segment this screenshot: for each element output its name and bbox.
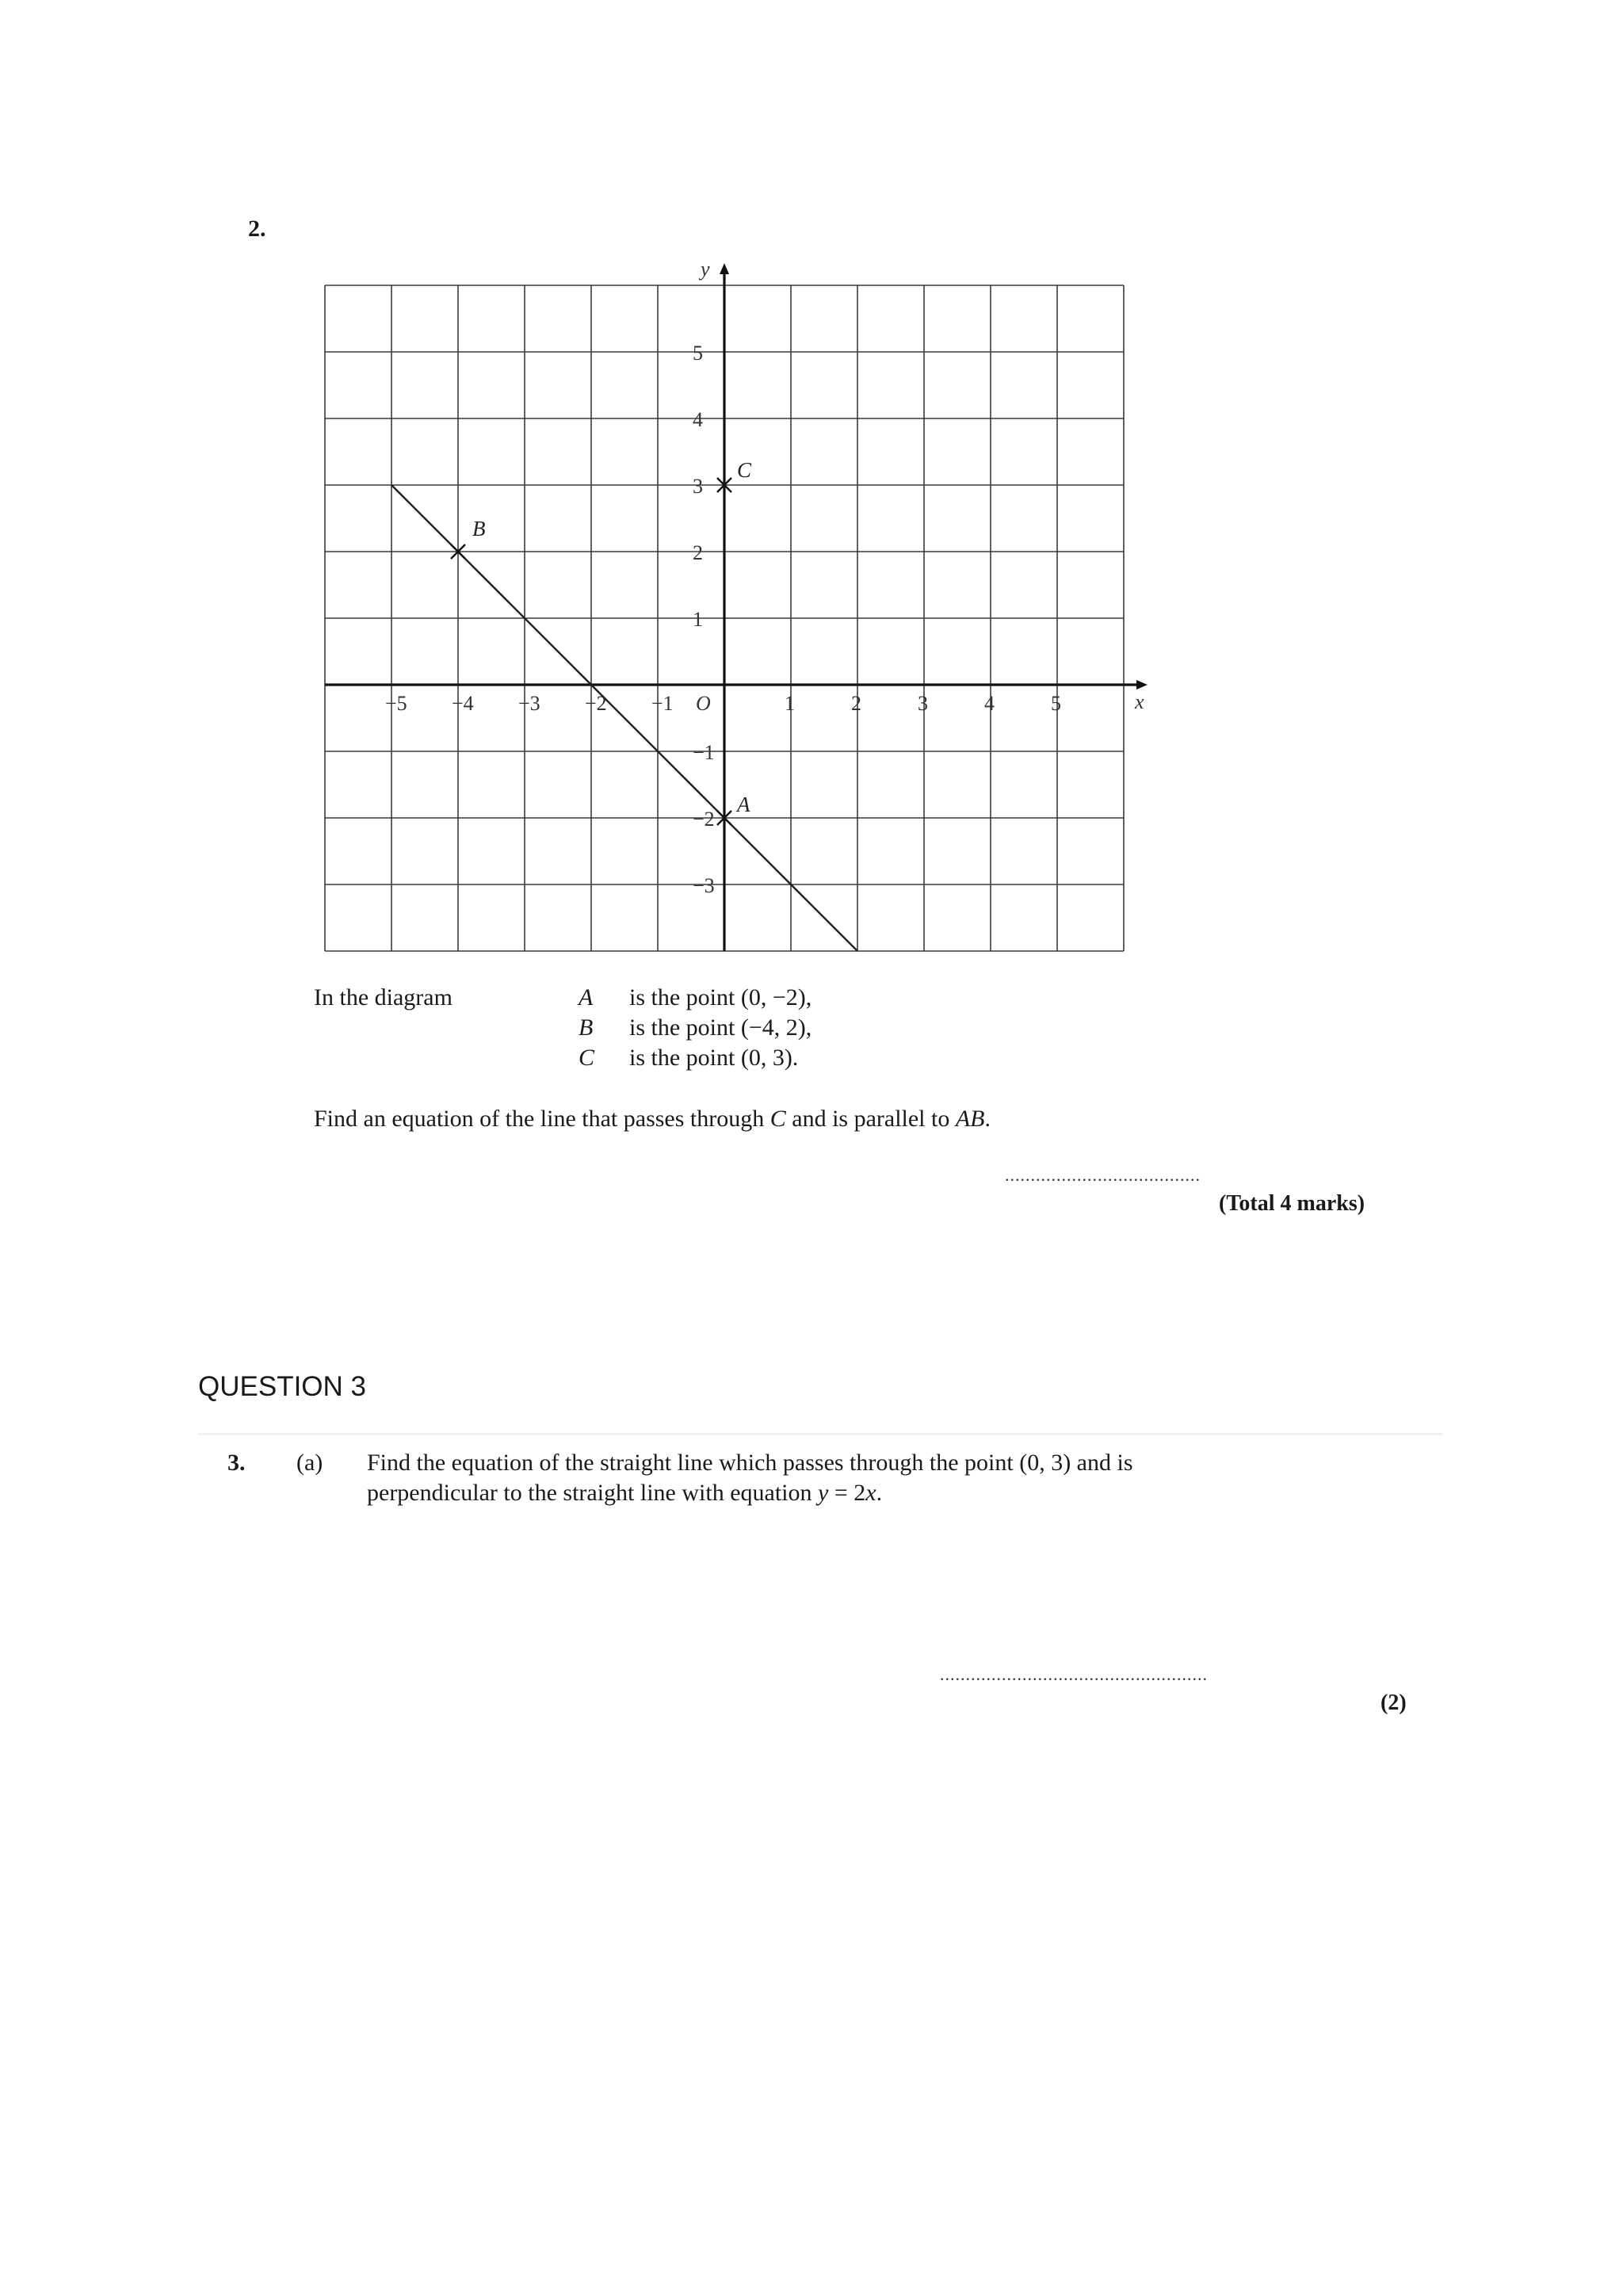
divider <box>198 1433 1442 1435</box>
y-tick-label: −3 <box>693 874 715 897</box>
origin-label: O <box>696 692 711 715</box>
section-heading: QUESTION 3 <box>198 1371 366 1402</box>
question-line-2: perpendicular to the straight line with equation y = 2x. <box>367 1480 883 1506</box>
def-letter-a: A <box>579 984 594 1010</box>
question-number: 3. <box>227 1450 246 1476</box>
x-axis-label: x <box>1135 690 1144 713</box>
def-letter-b: B <box>579 1014 594 1041</box>
x-tick-label: −5 <box>385 692 407 715</box>
x-tick-label: 5 <box>1051 692 1061 715</box>
point-b-label: B <box>472 517 486 541</box>
x-tick-label: 4 <box>984 692 995 715</box>
coordinate-grid-chart <box>301 250 1157 955</box>
y-tick-label: 3 <box>693 475 703 498</box>
marks: (2) <box>1381 1690 1407 1715</box>
x-tick-label: −1 <box>651 692 674 715</box>
diagram-intro: In the diagram <box>314 984 453 1010</box>
x-tick-label: −3 <box>518 692 540 715</box>
y-tick-label: −1 <box>693 741 715 764</box>
y-axis-label: y <box>701 258 710 281</box>
answer-line[interactable]: .................................................... <box>940 1664 1208 1684</box>
y-tick-label: 5 <box>693 342 703 365</box>
def-text-a: is the point (0, −2), <box>629 984 812 1010</box>
x-axis-arrow <box>1136 680 1148 690</box>
y-tick-label: −2 <box>693 808 715 831</box>
x-tick-label: −2 <box>585 692 607 715</box>
total-marks: (Total 4 marks) <box>1219 1191 1365 1216</box>
x-tick-label: 1 <box>785 692 795 715</box>
x-tick-label: 3 <box>918 692 928 715</box>
def-text-b: is the point (−4, 2), <box>629 1014 812 1041</box>
y-tick-label: 1 <box>693 608 703 631</box>
y-axis-arrow <box>720 263 729 274</box>
y-tick-label: 4 <box>693 408 703 431</box>
question-text: Find an equation of the line that passes through C and is parallel to AB. <box>314 1106 991 1132</box>
def-text-c: is the point (0, 3). <box>629 1045 799 1071</box>
x-tick-label: −4 <box>452 692 474 715</box>
answer-line[interactable]: ...................................... <box>1005 1165 1201 1185</box>
point-a-label: A <box>737 793 750 816</box>
point-c-label: C <box>737 458 752 482</box>
x-tick-label: 2 <box>851 692 861 715</box>
y-tick-label: 2 <box>693 541 703 564</box>
question-number: 2. <box>248 216 266 242</box>
question-line-1: Find the equation of the straight line which passes through the point (0, 3) and is <box>367 1450 1133 1476</box>
part-label: (a) <box>296 1450 323 1476</box>
def-letter-c: C <box>579 1045 595 1071</box>
